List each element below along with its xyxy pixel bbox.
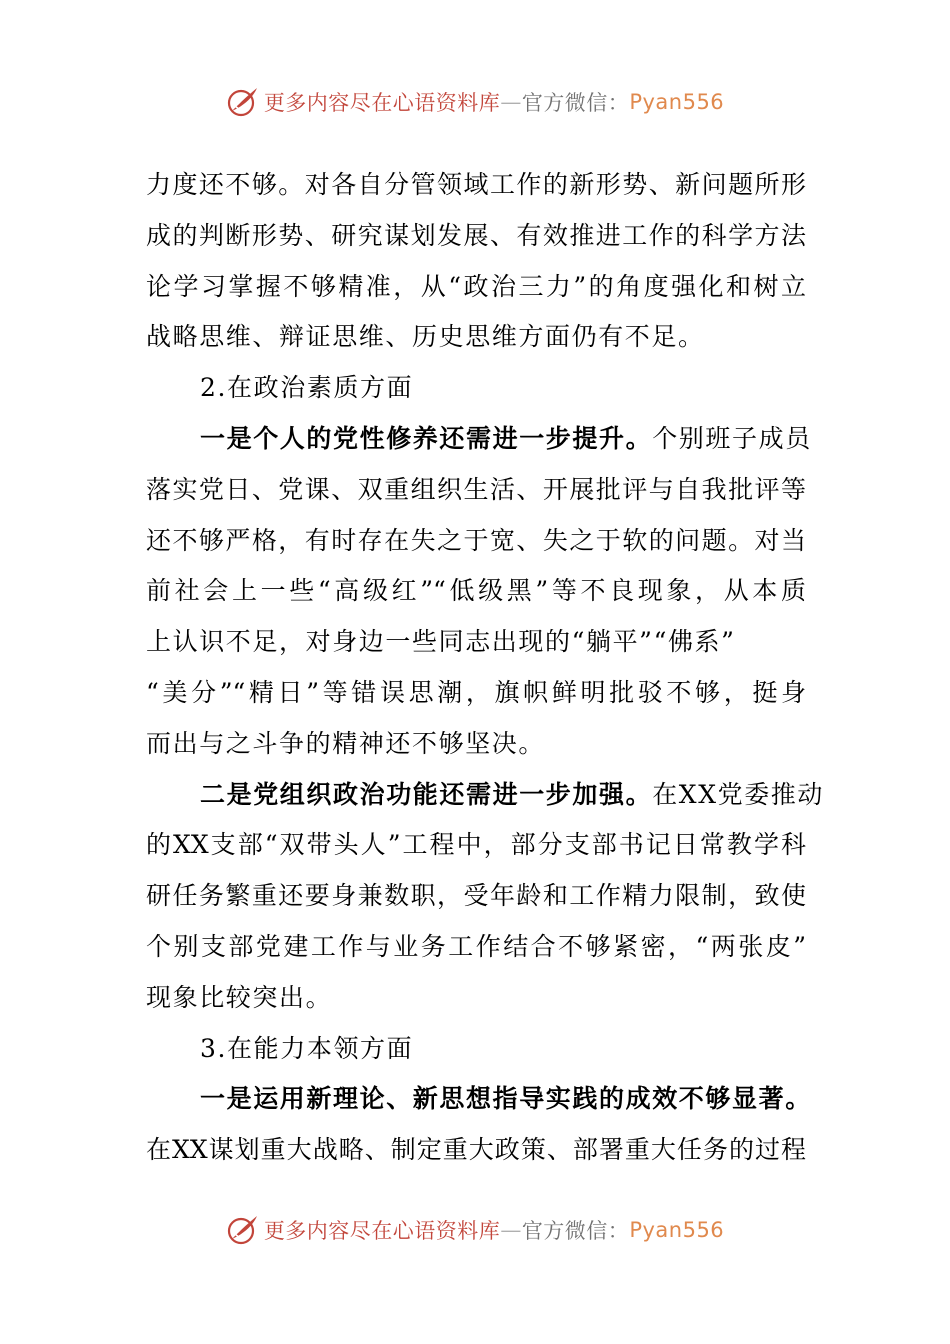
paragraph-line: 的XX支部“双带头人”工程中，部分支部书记日常教学科 <box>146 830 806 860</box>
paragraph-line: 落实党日、党课、双重组织生活、开展批评与自我批评等 <box>146 474 806 504</box>
quill-logo-icon <box>226 85 260 119</box>
paragraph-line: 力度还不够。对各自分管领域工作的新形势、新问题所形 <box>146 170 806 199</box>
banner-brand-text: 更多内容尽在心语资料库 <box>263 1219 501 1243</box>
paragraph-line: “美分”“精日”等错误思潮，旗帜鲜明批驳不够，挺身 <box>146 677 806 707</box>
paragraph-line: 成的判断形势、研究谋划发展、有效推进工作的科学方法 <box>146 220 806 250</box>
banner-dash: — <box>500 1218 522 1242</box>
header-banner <box>0 82 950 122</box>
paragraph-line: 前社会上一些“高级红”“低级黑”等不良现象，从本质 <box>146 576 806 606</box>
bold-lead-sentence: 一是运用新理论、新思想指导实践的成效不够显著。 <box>200 1084 812 1114</box>
banner-wechat-label: 官方微信： <box>521 91 630 115</box>
paragraph-line: 论学习掌握不够精准，从“政治三力”的角度强化和树立 <box>146 271 806 301</box>
paragraph-line-lead <box>146 770 824 821</box>
paragraph-line: 现象比较突出。 <box>146 982 333 1012</box>
document-body <box>146 160 824 1176</box>
banner-wechat-id: Pyan556 <box>629 1218 725 1242</box>
line-continuation: 在XX党委推动 <box>652 779 824 809</box>
section-heading-political-quality: 2.在政治素质方面 <box>200 373 414 403</box>
banner-brand-text: 更多内容尽在心语资料库 <box>263 91 501 115</box>
paragraph-line: 个别支部党建工作与业务工作结合不够紧密，“两张皮” <box>146 931 806 961</box>
paragraph-line-lead <box>146 414 812 465</box>
paragraph-line: 在XX谋划重大战略、制定重大政策、部署重大任务的过程 <box>146 1135 806 1165</box>
line-continuation: 个别班子成员 <box>652 423 812 453</box>
paragraph-line: 上认识不足，对身边一些同志出现的“躺平”“佛系” <box>146 627 736 657</box>
paragraph-line: 研任务繁重还要身兼数职，受年龄和工作精力限制，致使 <box>146 881 806 911</box>
banner-dash: — <box>500 90 522 114</box>
bold-lead-sentence: 一是个人的党性修养还需进一步提升。 <box>200 423 653 453</box>
banner-wechat-id: Pyan556 <box>629 90 725 114</box>
footer-banner <box>0 1210 950 1250</box>
quill-logo-icon <box>226 1213 260 1247</box>
paragraph-line: 战略思维、辩证思维、历史思维方面仍有不足。 <box>146 322 705 352</box>
paragraph-line: 还不够严格，有时存在失之于宽、失之于软的问题。对当 <box>146 525 806 555</box>
banner-wechat-label: 官方微信： <box>521 1219 630 1243</box>
section-heading-ability: 3.在能力本领方面 <box>200 1033 414 1063</box>
bold-lead-sentence: 二是党组织政治功能还需进一步加强。 <box>200 779 653 809</box>
paragraph-line: 而出与之斗争的精神还不够坚决。 <box>146 728 546 758</box>
